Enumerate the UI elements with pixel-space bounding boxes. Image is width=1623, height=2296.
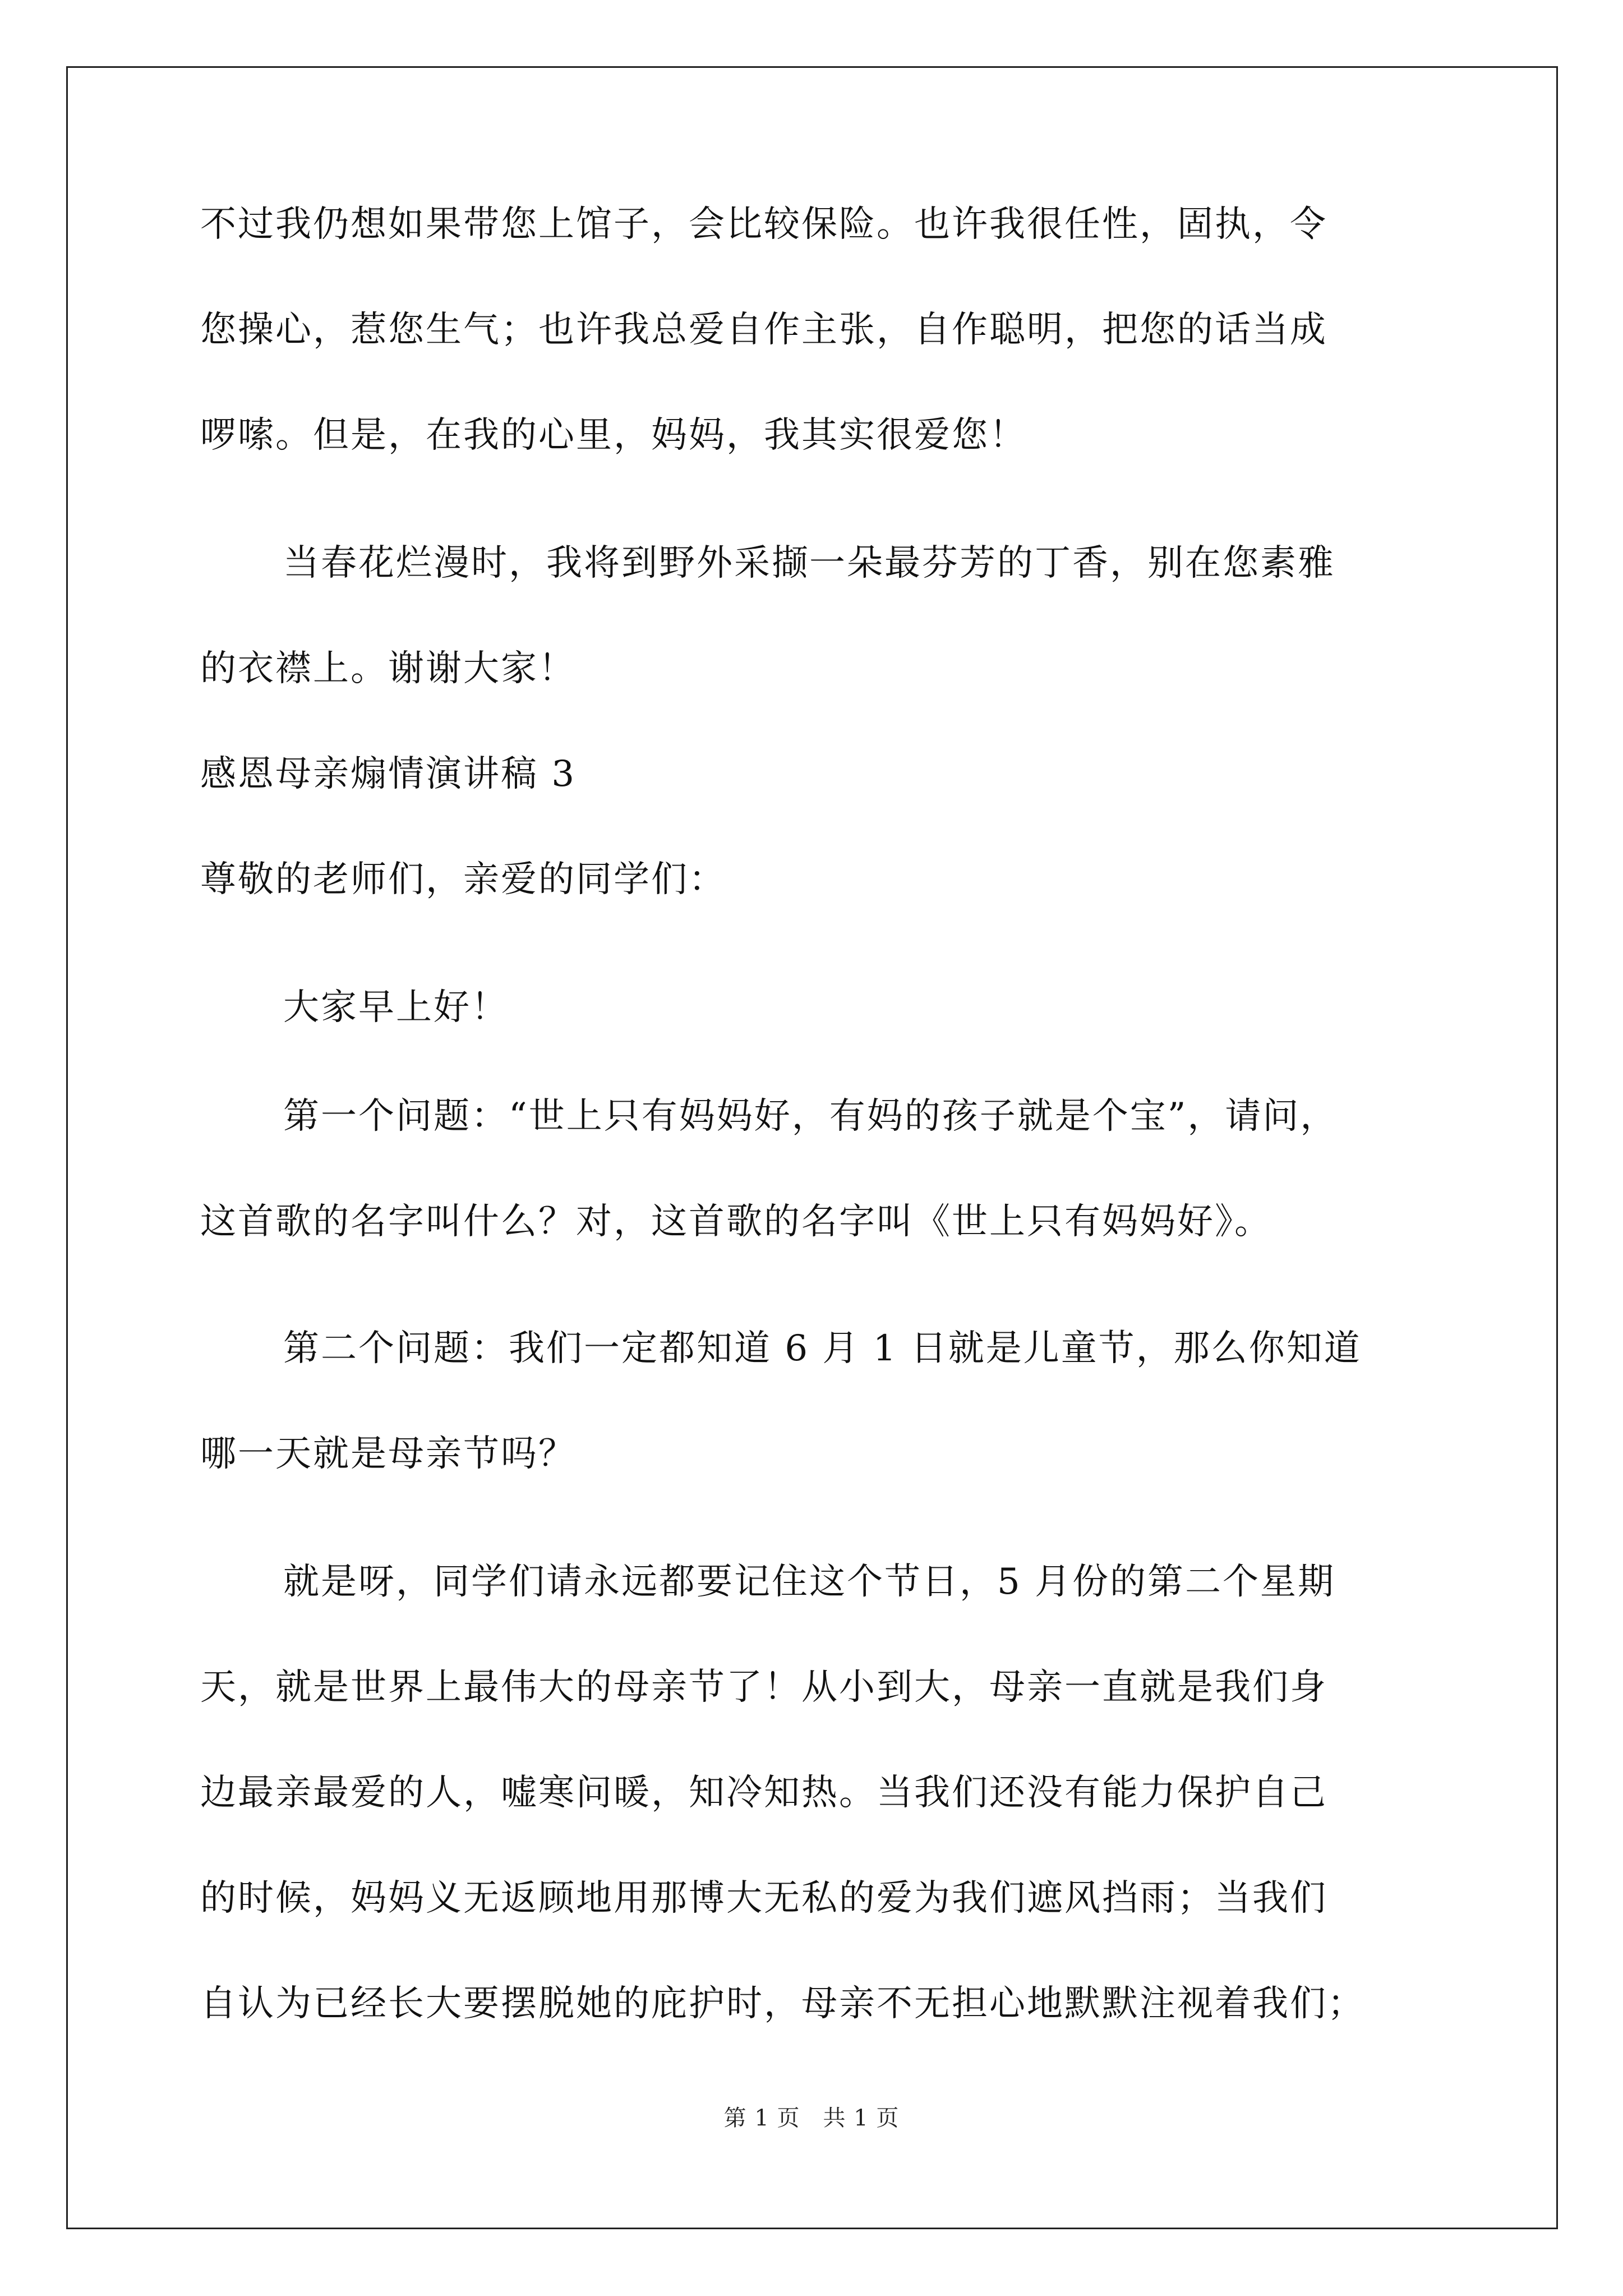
text-line: 当春花烂漫时，我将到野外采撷一朵最芬芳的丁香，别在您素雅	[283, 542, 1335, 584]
text-line: 哪一天就是母亲节吗？	[200, 1433, 576, 1475]
text-line: 第二个问题：我们一定都知道 6 月 1 日就是儿童节，那么你知道	[283, 1328, 1362, 1369]
text-line: 的衣襟上。谢谢大家！	[200, 648, 576, 689]
salutation: 尊敬的老师们，亲爱的同学们：	[200, 859, 726, 900]
text-line: 天，就是世界上最伟大的母亲节了！从小到大，母亲一直就是我们身	[200, 1667, 1327, 1708]
section-heading: 感恩母亲煽情演讲稿 3	[200, 753, 577, 795]
text-line: 您操心，惹您生气；也许我总爱自作主张，自作聪明，把您的话当成	[200, 309, 1327, 351]
text-line: 就是呀，同学们请永远都要记住这个节日，5 月份的第二个星期	[283, 1561, 1336, 1603]
text-line: 自认为已经长大要摆脱她的庇护时，母亲不无担心地默默注视着我们；	[200, 1983, 1365, 2024]
text-line: 第一个问题：“世上只有妈妈好，有妈的孩子就是个宝”，请问，	[283, 1096, 1338, 1137]
text-line: 的时候，妈妈义无返顾地用那博大无私的爱为我们遮风挡雨；当我们	[200, 1878, 1327, 1919]
page-number-footer: 第 1 页 共 1 页	[723, 2105, 900, 2131]
text-line: 这首歌的名字叫什么？对，这首歌的名字叫《世上只有妈妈好》。	[200, 1201, 1272, 1243]
text-line: 啰嗦。但是，在我的心里，妈妈，我其实很爱您！	[200, 415, 1027, 456]
greeting: 大家早上好！	[283, 987, 509, 1028]
text-line: 不过我仍想如果带您上馆子，会比较保险。也许我很任性，固执，令	[200, 204, 1327, 245]
text-line: 边最亲最爱的人，嘘寒问暖，知冷知热。当我们还没有能力保护自己	[200, 1772, 1327, 1814]
